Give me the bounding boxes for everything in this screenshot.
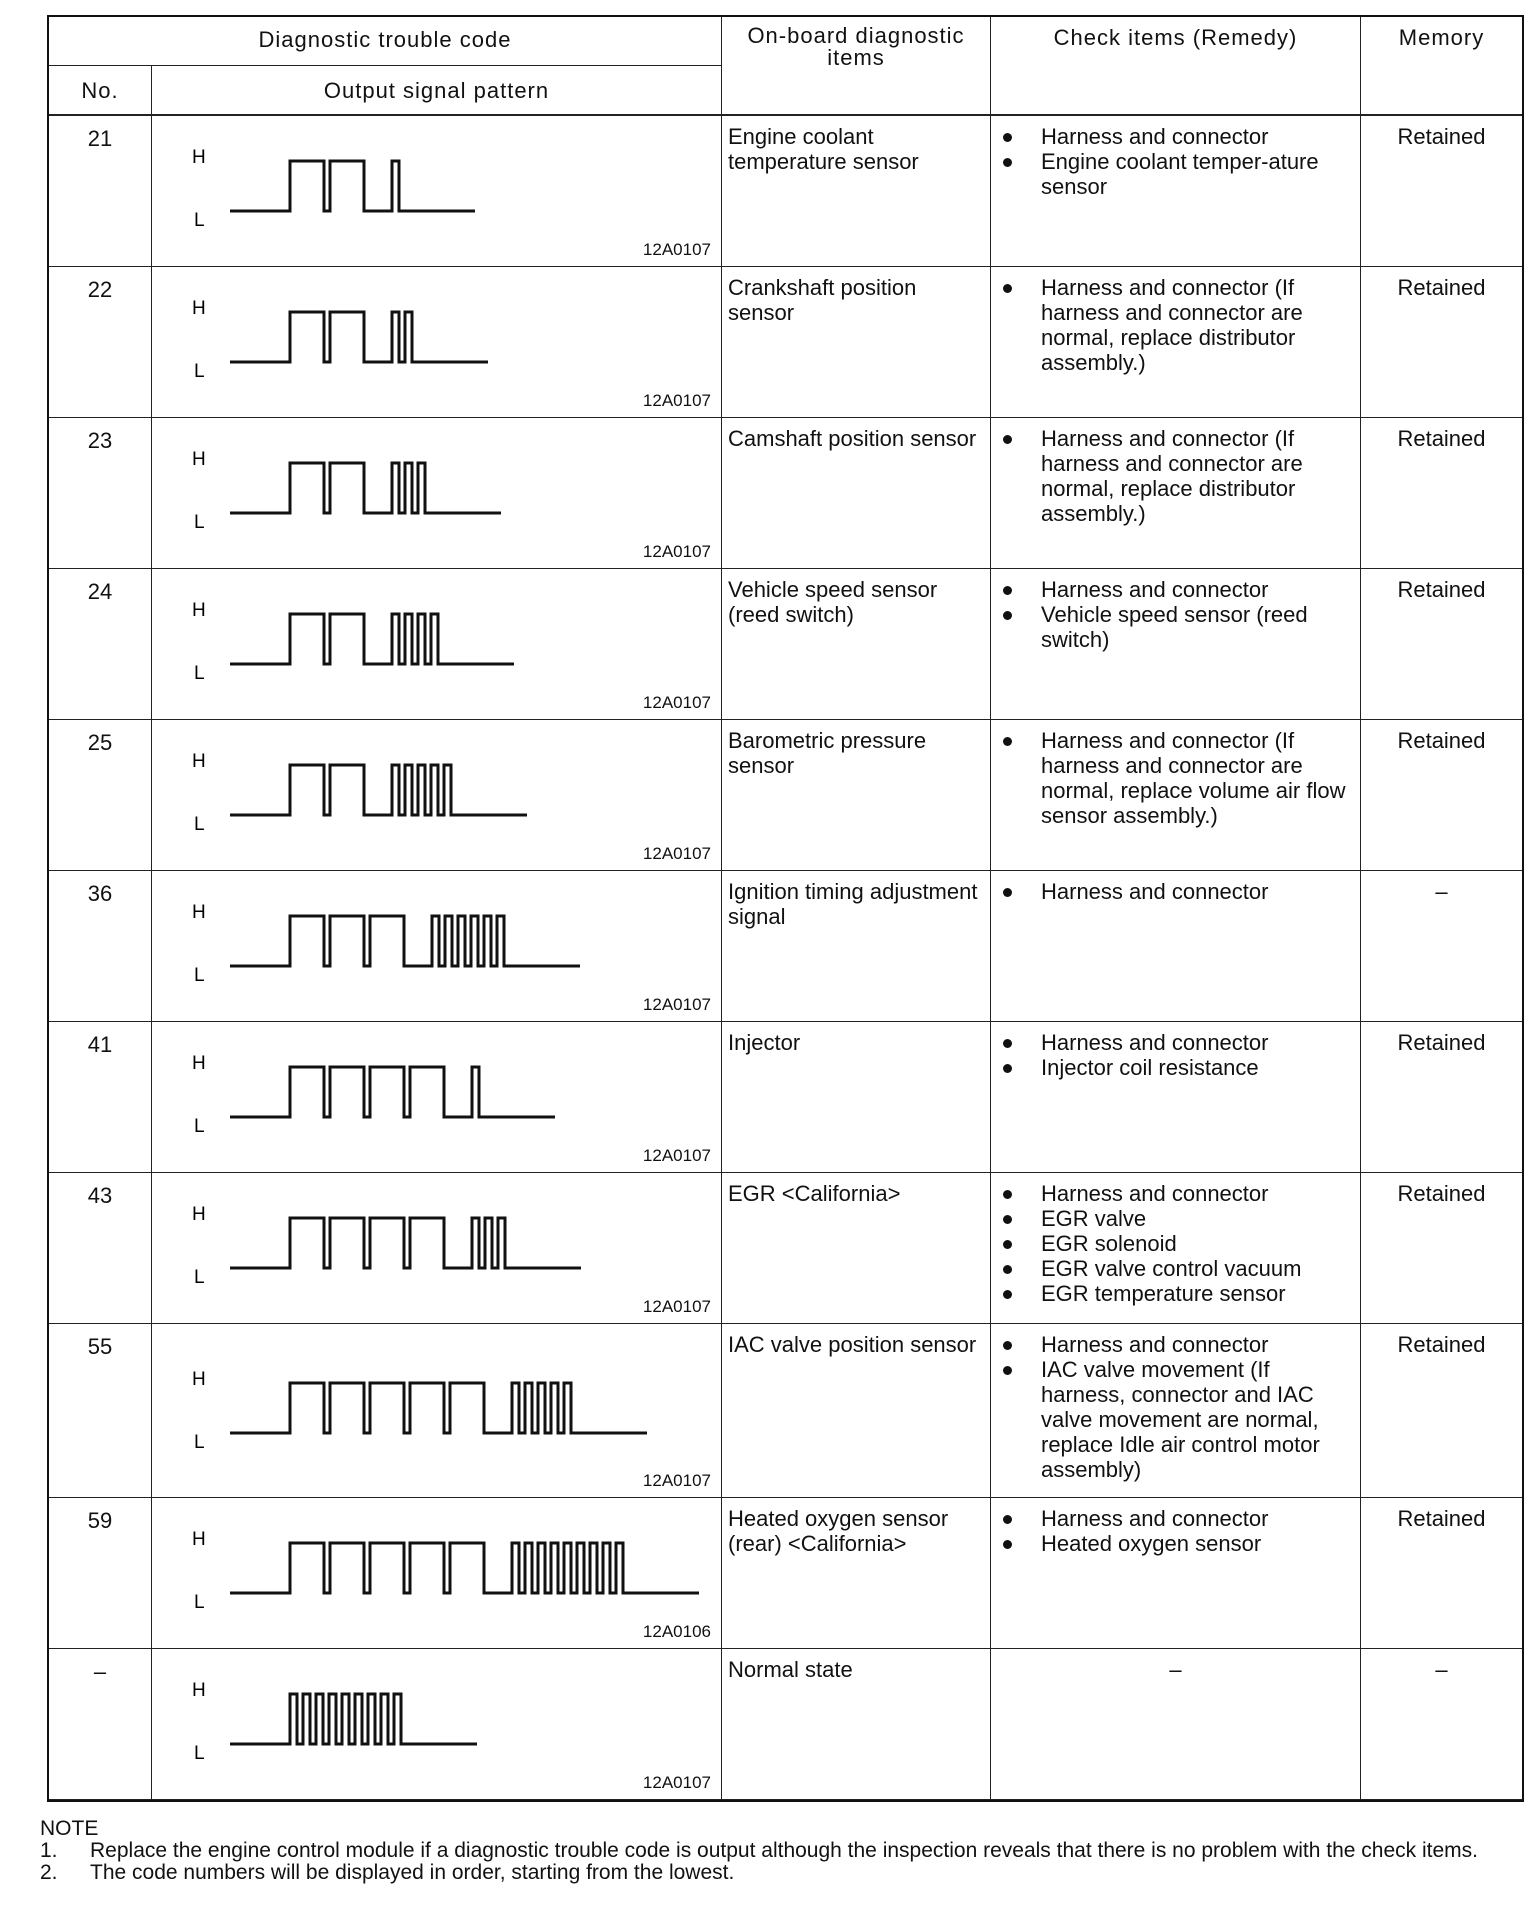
diagnostic-trouble-code-table	[47, 15, 1524, 1802]
low-label: L	[194, 1116, 205, 1137]
header-no: No.	[49, 66, 152, 114]
waveform	[152, 116, 720, 265]
check-items	[997, 577, 1354, 652]
table-row	[49, 1324, 1522, 1498]
signal-pattern	[152, 1649, 722, 1800]
check-item: Heated oxygen sensor	[1041, 1531, 1354, 1556]
check-item: Harness and connector	[1041, 1181, 1354, 1206]
code-number: 36	[49, 871, 152, 1022]
check-cell	[991, 1173, 1361, 1324]
diagnostic-item: Crankshaft position sensor	[722, 267, 991, 418]
check-items	[997, 1030, 1354, 1080]
note-number: 2.	[40, 1861, 58, 1884]
low-label: L	[194, 512, 205, 533]
signal-pattern	[152, 569, 722, 720]
figure-code: 12A0107	[642, 844, 711, 863]
high-label: H	[192, 902, 206, 923]
signal-line	[230, 1067, 555, 1117]
low-label: L	[194, 210, 205, 231]
signal-line	[230, 312, 488, 362]
memory-value: Retained	[1361, 1022, 1522, 1173]
check-items	[997, 879, 1354, 904]
memory-value: Retained	[1361, 569, 1522, 720]
signal-pattern	[152, 1022, 722, 1173]
figure-code: 12A0106	[642, 1622, 711, 1641]
signal-pattern	[152, 871, 722, 1022]
signal-pattern	[152, 1324, 722, 1498]
memory-value: –	[1361, 871, 1522, 1022]
table-row	[49, 1649, 1522, 1800]
check-cell	[991, 1649, 1361, 1800]
check-item: EGR valve	[1041, 1206, 1354, 1231]
signal-line	[230, 1543, 699, 1593]
memory-value: Retained	[1361, 1324, 1522, 1498]
diagnostic-item: Heated oxygen sensor (rear) <California>	[722, 1498, 991, 1649]
signal-pattern	[152, 720, 722, 871]
code-number: 23	[49, 418, 152, 569]
check-items	[997, 426, 1354, 526]
waveform	[152, 720, 720, 869]
code-number: 25	[49, 720, 152, 871]
check-cell	[991, 720, 1361, 871]
figure-code: 12A0107	[642, 542, 711, 561]
memory-value: Retained	[1361, 116, 1522, 267]
check-items: –	[1169, 1657, 1182, 1682]
signal-line	[230, 1218, 581, 1268]
memory-value: Retained	[1361, 1498, 1522, 1649]
table-row	[49, 267, 1522, 418]
check-cell	[991, 1022, 1361, 1173]
high-label: H	[192, 298, 206, 319]
code-number: 41	[49, 1022, 152, 1173]
check-item: Harness and connector	[1041, 1506, 1354, 1531]
signal-line	[230, 463, 501, 513]
notes-title: NOTE	[40, 1817, 99, 1840]
high-label: H	[192, 1204, 206, 1225]
code-number: 22	[49, 267, 152, 418]
check-cell	[991, 871, 1361, 1022]
note-2	[40, 1862, 1510, 1884]
code-number: 24	[49, 569, 152, 720]
diagnostic-item: Camshaft position sensor	[722, 418, 991, 569]
high-label: H	[192, 1680, 206, 1701]
signal-pattern	[152, 418, 722, 569]
low-label: L	[194, 814, 205, 835]
waveform	[152, 871, 720, 1020]
table-row	[49, 418, 1522, 569]
note-text: The code numbers will be displayed in order, starting from the lowest.	[90, 1861, 735, 1884]
check-item: IAC valve movement (If harness, connector and IAC valve movement are normal, replace Idle air control motor assembly)	[1041, 1357, 1354, 1482]
signal-pattern	[152, 1173, 722, 1324]
diagnostic-item: Vehicle speed sensor (reed switch)	[722, 569, 991, 720]
diagnostic-item: Barometric pressure sensor	[722, 720, 991, 871]
figure-code: 12A0107	[642, 1471, 711, 1490]
high-label: H	[192, 1529, 206, 1550]
check-item: Injector coil resistance	[1041, 1055, 1354, 1080]
waveform	[152, 1649, 720, 1798]
memory-value: Retained	[1361, 1173, 1522, 1324]
code-number: 59	[49, 1498, 152, 1649]
check-items	[997, 124, 1354, 199]
figure-code: 12A0107	[642, 240, 711, 259]
signal-line	[230, 161, 475, 211]
check-item: Harness and connector	[1041, 1030, 1354, 1055]
check-item: Harness and connector	[1041, 1332, 1354, 1357]
table-row	[49, 1173, 1522, 1324]
figure-code: 12A0107	[642, 1773, 711, 1792]
check-item: Harness and connector	[1041, 577, 1354, 602]
table-row	[49, 720, 1522, 871]
table-row	[49, 1498, 1522, 1649]
low-label: L	[194, 663, 205, 684]
check-cell	[991, 116, 1361, 267]
waveform	[152, 569, 720, 718]
high-label: H	[192, 1053, 206, 1074]
check-items	[997, 1181, 1354, 1306]
check-item: Harness and connector (If harness and connector are normal, replace volume air flow sensor assembly.)	[1041, 728, 1354, 828]
notes	[40, 1818, 1510, 1884]
check-cell	[991, 569, 1361, 720]
table-header	[49, 17, 1522, 116]
figure-code: 12A0107	[642, 391, 711, 410]
memory-value: Retained	[1361, 418, 1522, 569]
high-label: H	[192, 449, 206, 470]
high-label: H	[192, 147, 206, 168]
low-label: L	[194, 361, 205, 382]
check-cell	[991, 1498, 1361, 1649]
waveform	[152, 418, 720, 567]
check-item: EGR solenoid	[1041, 1231, 1354, 1256]
diagnostic-item: IAC valve position sensor	[722, 1324, 991, 1498]
header-check: Check items (Remedy)	[991, 17, 1361, 116]
signal-pattern	[152, 116, 722, 267]
check-item: Harness and connector	[1041, 124, 1354, 149]
table-row	[49, 569, 1522, 720]
check-cell	[991, 418, 1361, 569]
table-row	[49, 871, 1522, 1022]
note-text: Replace the engine control module if a diagnostic trouble code is output although the inspection reveals that there is no problem with the check items.	[90, 1839, 1478, 1862]
check-item: Harness and connector	[1041, 879, 1354, 904]
waveform	[152, 1324, 720, 1496]
diagnostic-item: EGR <California>	[722, 1173, 991, 1324]
high-label: H	[192, 600, 206, 621]
check-items	[997, 275, 1354, 375]
memory-value: –	[1361, 1649, 1522, 1800]
diagnostic-item: Normal state	[722, 1649, 991, 1800]
check-item: Harness and connector (If harness and connector are normal, replace distributor assembly.)	[1041, 426, 1354, 526]
table-row	[49, 116, 1522, 267]
memory-value: Retained	[1361, 720, 1522, 871]
header-dtc: Diagnostic trouble code	[49, 17, 721, 66]
figure-code: 12A0107	[642, 1146, 711, 1165]
code-number: –	[49, 1649, 152, 1800]
code-number: 55	[49, 1324, 152, 1498]
signal-line	[230, 1694, 477, 1744]
code-number: 21	[49, 116, 152, 267]
check-item: Harness and connector (If harness and connector are normal, replace distributor assembly.)	[1041, 275, 1354, 375]
low-label: L	[194, 1267, 205, 1288]
waveform	[152, 1022, 720, 1171]
table-row	[49, 1022, 1522, 1173]
high-label: H	[192, 751, 206, 772]
figure-code: 12A0107	[642, 1297, 711, 1316]
check-cell	[991, 1324, 1361, 1498]
header-memory: Memory	[1361, 17, 1522, 116]
check-cell	[991, 267, 1361, 418]
high-label: H	[192, 1369, 206, 1390]
diagnostic-item: Injector	[722, 1022, 991, 1173]
low-label: L	[194, 965, 205, 986]
figure-code: 12A0107	[642, 995, 711, 1014]
check-item: Vehicle speed sensor (reed switch)	[1041, 602, 1354, 652]
signal-line	[230, 614, 514, 664]
check-item: EGR valve control vacuum	[1041, 1256, 1354, 1281]
check-items	[997, 1506, 1354, 1556]
signal-line	[230, 916, 580, 966]
code-number: 43	[49, 1173, 152, 1324]
waveform	[152, 1498, 720, 1647]
low-label: L	[194, 1743, 205, 1764]
signal-pattern	[152, 267, 722, 418]
check-items	[997, 1332, 1354, 1482]
figure-code: 12A0107	[642, 693, 711, 712]
check-items	[997, 728, 1354, 828]
low-label: L	[194, 1592, 205, 1613]
waveform	[152, 1173, 720, 1322]
check-item: EGR temperature sensor	[1041, 1281, 1354, 1306]
header-obd: On-board diagnostic items	[722, 17, 991, 116]
diagnostic-item: Ignition timing adjustment signal	[722, 871, 991, 1022]
signal-line	[230, 765, 527, 815]
note-number: 1.	[40, 1839, 58, 1862]
note-1	[40, 1840, 1510, 1862]
header-pattern: Output signal pattern	[323, 78, 550, 103]
memory-value: Retained	[1361, 267, 1522, 418]
signal-pattern	[152, 1498, 722, 1649]
waveform	[152, 267, 720, 416]
check-item: Engine coolant temper-ature sensor	[1041, 149, 1354, 199]
low-label: L	[194, 1432, 205, 1453]
diagnostic-item: Engine coolant temperature sensor	[722, 116, 991, 267]
signal-line	[230, 1383, 647, 1433]
